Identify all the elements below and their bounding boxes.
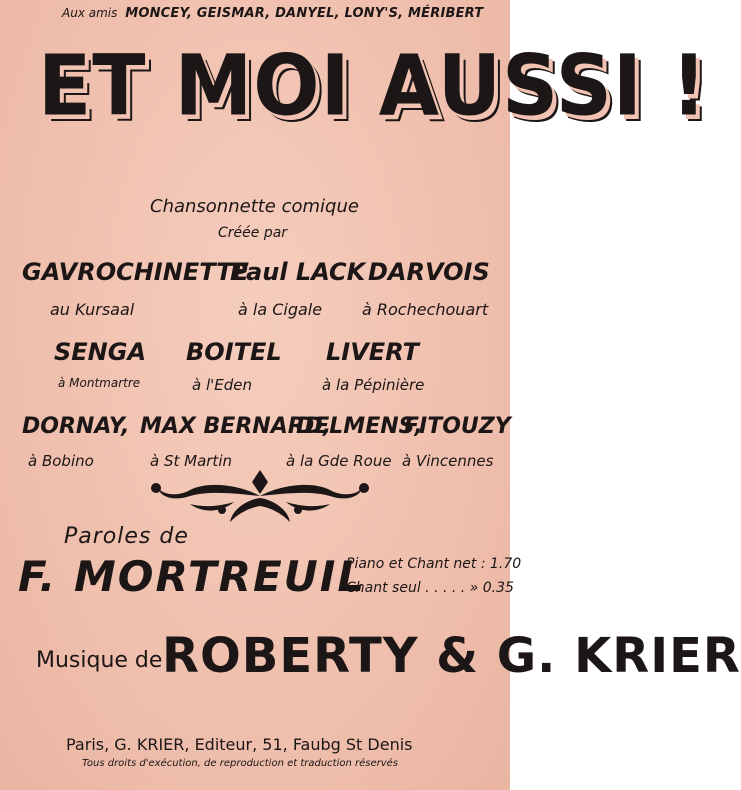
dedication (62, 6, 483, 21)
price-line-voice: Chant seul . . . . . » 0.35 (346, 580, 514, 596)
venue-eden: à l'Eden (192, 376, 252, 394)
created-by-label: Créée par (218, 225, 288, 241)
lyricist-name: F. MORTREUIL (18, 552, 367, 601)
venue-vincennes: à Vincennes (402, 452, 494, 470)
price-value-voice: 0.35 (482, 580, 514, 596)
price-value-piano: 1.70 (490, 556, 522, 572)
performer-darvois: DARVOIS (368, 258, 490, 286)
dedication-prefix: Aux amis (62, 6, 118, 20)
performer-max-bernard: MAX BERNARD, (140, 414, 332, 439)
venue-rochechouart: à Rochechouart (362, 300, 489, 319)
performer-boitel: BOITEL (186, 338, 282, 366)
song-title: ET MOI AUSSI ! (38, 38, 708, 136)
performer-senga: SENGA (54, 338, 147, 366)
performer-livert: LIVERT (326, 338, 419, 366)
composers: ROBERTY & G. KRIER (162, 628, 741, 684)
rights-notice: Tous droits d'exécution, de reproduction et traduction réservés (82, 758, 399, 769)
publisher-line: Paris, G. KRIER, Editeur, 51, Faubg St Denis (66, 735, 413, 754)
dedication-names: MONCEY, GEISMAR, DANYEL, LONY'S, MÉRIBERT (125, 6, 484, 21)
performer-dornay: DORNAY, (22, 414, 130, 439)
price-label-voice: Chant seul (346, 580, 421, 596)
music-label: Musique de (36, 648, 163, 673)
venue-kursaal: au Kursaal (50, 300, 135, 319)
performer-gavrochinette: GAVROCHINETTE (22, 258, 249, 286)
performer-fitouzy: FITOUZY (404, 414, 511, 439)
price-line-piano: Piano et Chant net : 1.70 (346, 556, 522, 572)
lyrics-label: Paroles de (64, 524, 189, 549)
venue-cigale: à la Cigale (238, 300, 323, 319)
venue-pepiniere: à la Pépinière (322, 376, 425, 394)
venue-st-martin: à St Martin (150, 452, 232, 470)
performer-delmens: DELMENS, (296, 414, 423, 439)
price-label-piano: Piano et Chant net (346, 556, 477, 572)
venue-montmartre: à Montmartre (58, 376, 141, 390)
subtitle: Chansonnette comique (150, 196, 359, 217)
ornament-flourish-icon (150, 466, 370, 528)
performer-paul-lack: Paul LACK (230, 258, 366, 286)
venue-grande-roue: à la Gde Roue (286, 452, 392, 470)
venue-bobino: à Bobino (28, 452, 94, 470)
